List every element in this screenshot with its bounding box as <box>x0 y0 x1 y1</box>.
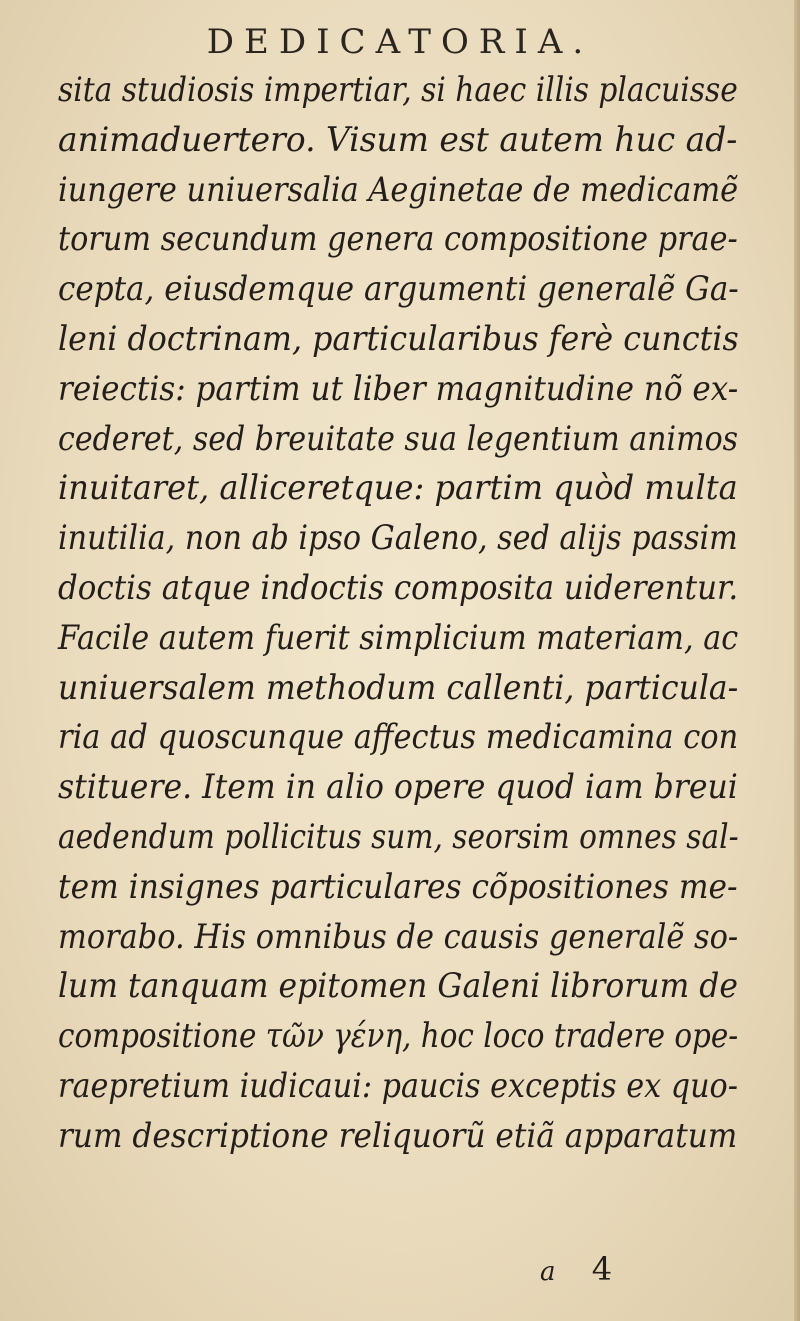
text-line: lum tanquam epitomen Galeni librorum de <box>58 966 738 1007</box>
text-line: morabo. His omnibus de causis generalẽ so- <box>58 916 739 957</box>
text-line: ria ad quoscunque affectus medicamina con <box>58 717 739 758</box>
text-line: iungere uniuersalia Aeginetae de medicamẽ <box>58 169 739 210</box>
text-line: Facile autem fuerit simplicium materiam, ac <box>58 617 739 658</box>
text-line: doctis atque indoctis composita uiderentur. <box>58 567 739 608</box>
text-line: animaduertero. Visum est autem huc ad- <box>58 119 738 160</box>
body-text <box>58 66 739 1162</box>
text-line: leni doctrinam, particularibus ferè cunctis <box>58 318 739 359</box>
text-line: rum descriptione reliquorũ etiã apparatum <box>58 1115 738 1156</box>
text-line: aedendum pollicitus sum, seorsim omnes sal- <box>58 816 739 857</box>
text-line: uniuersalem methodum callenti, particula- <box>58 667 739 708</box>
text-line: reiectis: partim ut liber magnitudine nõ ex- <box>58 368 739 409</box>
text-line: cederet, sed breuitate sua legentium animos <box>58 418 739 459</box>
signature-mark <box>540 1250 612 1288</box>
text-line: raepretium iudicaui: paucis exceptis ex quo- <box>58 1065 738 1106</box>
text-line: torum secundum genera compositione prae- <box>58 219 738 260</box>
text-line: cepta, eiusdemque argumenti generalẽ Ga- <box>58 269 739 310</box>
page-edge <box>794 0 800 1321</box>
text-line: stituere. Item in alio opere quod iam breui <box>58 767 738 808</box>
signature-letter: a <box>540 1257 556 1287</box>
text-line: compositione τῶν γένη, hoc loco tradere ope- <box>58 1016 739 1057</box>
text-line: sita studiosis impertiar, si haec illis placuisse <box>58 70 738 110</box>
text-line: tem insignes particulares cõpositiones me- <box>58 866 738 907</box>
signature-number: 4 <box>591 1250 613 1288</box>
text-line: inuitaret, alliceretque: partim quòd multa <box>58 468 738 509</box>
running-head: DEDICATORIA. <box>206 22 594 62</box>
text-line: inutilia, non ab ipso Galeno, sed alijs passim <box>58 518 738 559</box>
